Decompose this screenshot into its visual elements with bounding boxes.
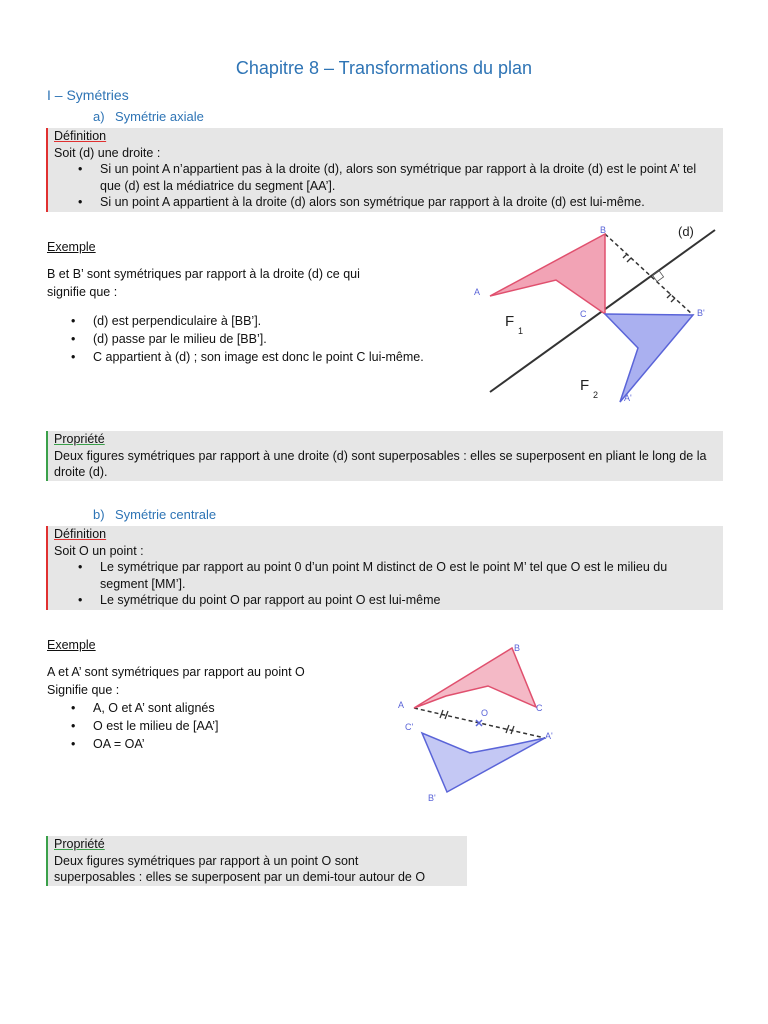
definition-box-2 xyxy=(46,526,723,610)
list-item: • Le symétrique du point O par rapport au point O est lui-même xyxy=(54,592,715,609)
definition-list xyxy=(54,161,715,211)
label-f2: F xyxy=(580,377,590,394)
property-text: Deux figures symétriques par rapport à une droite (d) sont superposables : elles se superposent en pliant le long de la droite (d). xyxy=(54,448,707,479)
example-list xyxy=(47,312,467,366)
list-item: • O est le milieu de [AA’] xyxy=(47,717,377,735)
example-line: signifie que : xyxy=(47,285,118,299)
property-line: Deux figures symétriques par rapport à un point O sont xyxy=(54,853,359,868)
subsection-a-heading xyxy=(93,109,204,124)
central-symmetry-figure xyxy=(390,636,580,806)
list-item: • Si un point A appartient à la droite (d) alors son symétrique par rapport à la droite (d) est lui-même. xyxy=(54,194,715,211)
label-a: A xyxy=(398,700,405,710)
label-c: C xyxy=(536,703,543,713)
figure-f2 xyxy=(605,314,693,402)
definition-heading: Définition xyxy=(54,129,107,143)
label-a-prime: A' xyxy=(545,731,553,741)
example-heading: Exemple xyxy=(47,240,96,254)
subsection-b-heading xyxy=(93,507,216,522)
list-item: • Si un point A n’appartient pas à la droite (d), alors son symétrique par rapport à la droite (d) est le point A’ tel que (d) est la médiatrice du segment [AA’]. xyxy=(54,161,715,194)
label-f1: F xyxy=(505,313,515,330)
example-text xyxy=(47,265,427,301)
segment-bb-prime xyxy=(605,234,693,315)
label-b-prime: B' xyxy=(428,793,436,803)
definition-heading: Définition xyxy=(54,527,107,541)
label-d: (d) xyxy=(678,224,694,239)
label-c-prime: C' xyxy=(405,722,414,732)
definition-intro: Soit (d) une droite : xyxy=(54,145,161,160)
example-line: B et B’ sont symétriques par rapport à la droite (d) ce qui xyxy=(47,267,360,281)
example-text xyxy=(47,663,377,699)
example-list xyxy=(47,699,377,753)
property-box-1 xyxy=(46,431,723,481)
property-heading: Propriété xyxy=(54,837,105,851)
definition-intro: Soit O un point : xyxy=(54,543,144,558)
page-title: Chapitre 8 – Transformations du plan xyxy=(235,58,533,78)
list-item: • (d) passe par le milieu de [BB’]. xyxy=(47,330,467,348)
label-a: A xyxy=(474,287,481,297)
label-b: B xyxy=(514,643,521,653)
list-item: • Le symétrique par rapport au point 0 d’un point M distinct de O est le point M’ tel que O est le milieu du segment [MM’]. xyxy=(54,559,715,592)
example-line: A et A’ sont symétriques par rapport au point O xyxy=(47,665,305,679)
list-item: • A, O et A’ sont alignés xyxy=(47,699,377,717)
property-heading: Propriété xyxy=(54,432,105,446)
figure-abc-prime xyxy=(422,733,545,792)
figure-abc xyxy=(414,648,536,708)
example-heading: Exemple xyxy=(47,638,96,652)
list-item: • C appartient à (d) ; son image est donc le point C lui-même. xyxy=(47,348,467,366)
figure-f1 xyxy=(490,234,605,314)
property-box-2 xyxy=(46,836,467,886)
section-heading: I – Symétries xyxy=(47,87,129,103)
list-item: • OA = OA’ xyxy=(47,735,377,753)
subsection-b-number: b) xyxy=(93,507,105,522)
subsection-b-label: Symétrie centrale xyxy=(115,507,217,522)
example-line: Signifie que : xyxy=(47,683,120,697)
label-b: B xyxy=(600,225,607,235)
subsection-a-number: a) xyxy=(93,109,105,124)
label-o: O xyxy=(481,708,489,718)
label-b-prime: B' xyxy=(697,308,705,318)
definition-list xyxy=(54,559,715,609)
subsection-a-label: Symétrie axiale xyxy=(115,109,204,124)
label-c: C xyxy=(580,309,587,319)
label-a-prime: A' xyxy=(624,393,632,403)
definition-box-1 xyxy=(46,128,723,212)
label-f2-sub: 2 xyxy=(593,390,599,400)
label-f1-sub: 1 xyxy=(518,326,524,336)
list-item: • (d) est perpendiculaire à [BB’]. xyxy=(47,312,467,330)
property-line: superposables : elles se superposent par un demi-tour autour de O xyxy=(54,870,426,884)
axial-symmetry-figure xyxy=(460,222,730,407)
